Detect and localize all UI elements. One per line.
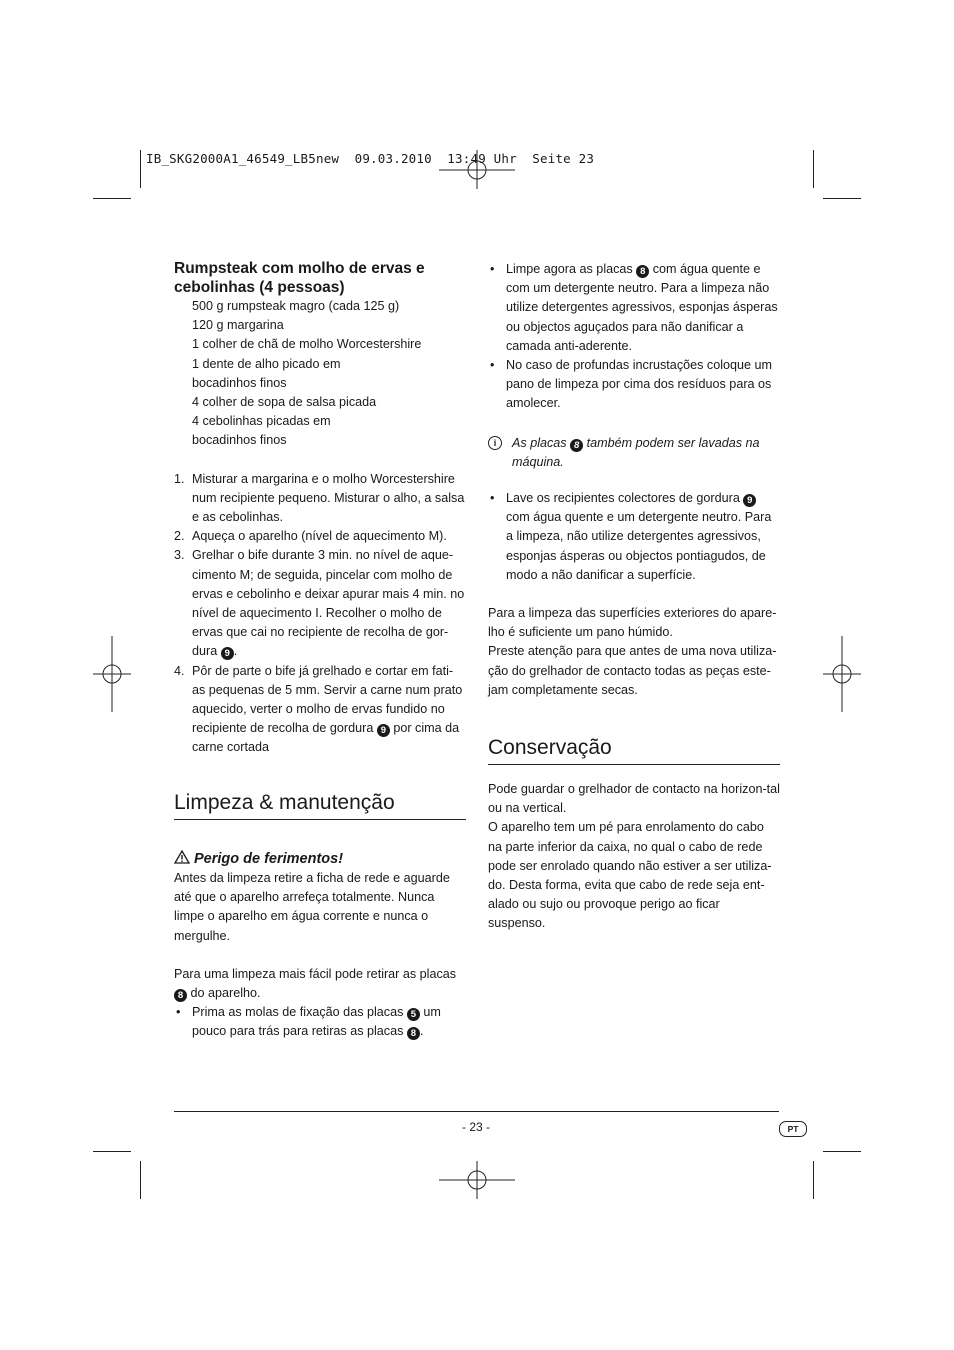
language-badge: PT xyxy=(779,1121,807,1137)
recipe-title: Rumpsteak com molho de ervas e cebolinhas (4 pessoas) xyxy=(174,260,425,296)
recipe-steps xyxy=(174,470,466,758)
ingredient-list xyxy=(192,297,466,451)
ref-number-9: 9 xyxy=(221,647,234,660)
footer-divider xyxy=(174,1111,779,1112)
recipe-step: 2. Aqueça o aparelho (nível de aquecimento M). xyxy=(174,529,447,544)
bullet-item: • Limpe agora as placas 8 com água quente e com um detergente neutro. Para a limpeza não utilize detergentes agressivos, esponjas ásperas ou objectos aguçados para não danificar a camada anti-aderente. xyxy=(490,262,778,353)
warning-text: Antes da limpeza retire a ficha de rede e aguarde até que o aparelho arrefeça totalmente. Nunca limpe o aparelho em água corrente e nunca o mergulhe. xyxy=(174,871,450,943)
page-number: - 23 - xyxy=(461,1120,490,1134)
storage-text-2: O aparelho tem um pé para enrolamento do cabo na parte inferior da caixa, no qual o cabo de rede pode ser enrolado quando não estiver a ser utiliza-do. Desta forma, evita que cabo de rede seja ent-alado ou sujo ou provoque perigo ao ficar suspenso. xyxy=(488,820,772,931)
ref-number-9: 9 xyxy=(377,724,390,737)
ref-number-8: 8 xyxy=(407,1027,420,1040)
plate-cleaning-bullets xyxy=(488,260,780,414)
bullet-icon: • xyxy=(176,1005,181,1020)
recipe-step: 3. Grelhar o bife durante 3 min. no nível de aque-cimento M; de seguida, pincelar com molho de ervas e cebolinho e deixar apurar mais 4 min. no nível de aquecimento I. Recolher o molho de ervas que cai no recipiente de recolha de gor-dura 9 . xyxy=(174,548,465,660)
recipe-step: 4. Pôr de parte o bife já grelhado e cortar em fati-as pequenas de 5 mm. Servir a carne num prato aquecido, verter o molho de ervas fundido no recipiente de recolha de gordura 9 por cima da carne cortada xyxy=(174,663,463,755)
left-column xyxy=(174,259,466,758)
cleaning-section xyxy=(174,790,466,1042)
ingredient: bocadinhos finos xyxy=(192,375,287,390)
exterior-cleaning-text: Para a limpeza das superfícies exteriores do apare-lho é suficiente um pano húmido. xyxy=(488,606,777,640)
ref-number-8: 8 xyxy=(570,439,583,452)
ingredient: 500 g rumpsteak magro (cada 125 g) xyxy=(192,299,400,313)
bullet-icon: • xyxy=(490,491,495,506)
right-column xyxy=(488,260,780,700)
ref-number-5: 5 xyxy=(407,1008,420,1021)
bullet-item: • Prima as molas de fixação das placas 5 um pouco para trás para retiras as placas 8 . xyxy=(176,1005,441,1040)
section-heading-storage: Conservação xyxy=(488,735,780,765)
ingredient: bocadinhos finos xyxy=(192,433,287,448)
ingredient: 1 colher de chã de molho Worcestershire xyxy=(192,337,422,352)
warning-triangle-icon xyxy=(174,850,190,864)
ingredient: 120 g margarina xyxy=(192,318,284,333)
dry-parts-text: Preste atenção para que antes de uma nova utiliza-ção do grelhador de contacto todas as peças este-jam completamente secas. xyxy=(488,644,777,697)
cleaning-bullets xyxy=(174,1003,466,1041)
bullet-icon: • xyxy=(490,358,495,373)
grease-tray-bullets xyxy=(488,489,780,585)
section-heading-cleaning: Limpeza & manutenção xyxy=(174,790,466,820)
ref-number-9: 9 xyxy=(743,494,756,507)
ref-number-8: 8 xyxy=(636,265,649,278)
ingredient: 4 colher de sopa de salsa picada xyxy=(192,395,377,410)
bullet-item: • No caso de profundas incrustações coloque um pano de limpeza por cima dos resíduos para os amolecer. xyxy=(490,358,773,411)
warning-title: Perigo de ferimentos! xyxy=(174,850,466,869)
recipe-step: 1. Misturar a margarina e o molho Worcestershire num recipiente pequeno. Misturar o alho, a salsa e as cebolinhas. xyxy=(174,471,465,525)
storage-text-1: Pode guardar o grelhador de contacto na horizon-tal ou na vertical. xyxy=(488,782,780,816)
ingredient: 4 cebolinhas picadas em xyxy=(192,414,331,429)
dishwasher-note: i As placas 8 também podem ser lavadas na máquina. xyxy=(488,434,780,472)
ref-number-8: 8 xyxy=(174,989,187,1002)
print-slug: IB_SKG2000A1_46549_LB5new 09.03.2010 13:49 Uhr Seite 23 xyxy=(146,151,595,166)
bullet-item: • Lave os recipientes colectores de gordura 9 com água quente e um detergente neutro. Para a limpeza, não utilize detergentes agressivos, esponjas ásperas ou objectos pontiagudos, de modo a não danificar a superfície. xyxy=(490,491,772,582)
ingredient: 1 dente de alho picado em xyxy=(192,356,341,371)
easier-cleaning-text: Para uma limpeza mais fácil pode retirar as placas 8 do aparelho. xyxy=(174,966,457,1002)
storage-section xyxy=(488,735,780,934)
bullet-icon: • xyxy=(490,262,495,276)
info-icon: i xyxy=(488,436,502,450)
